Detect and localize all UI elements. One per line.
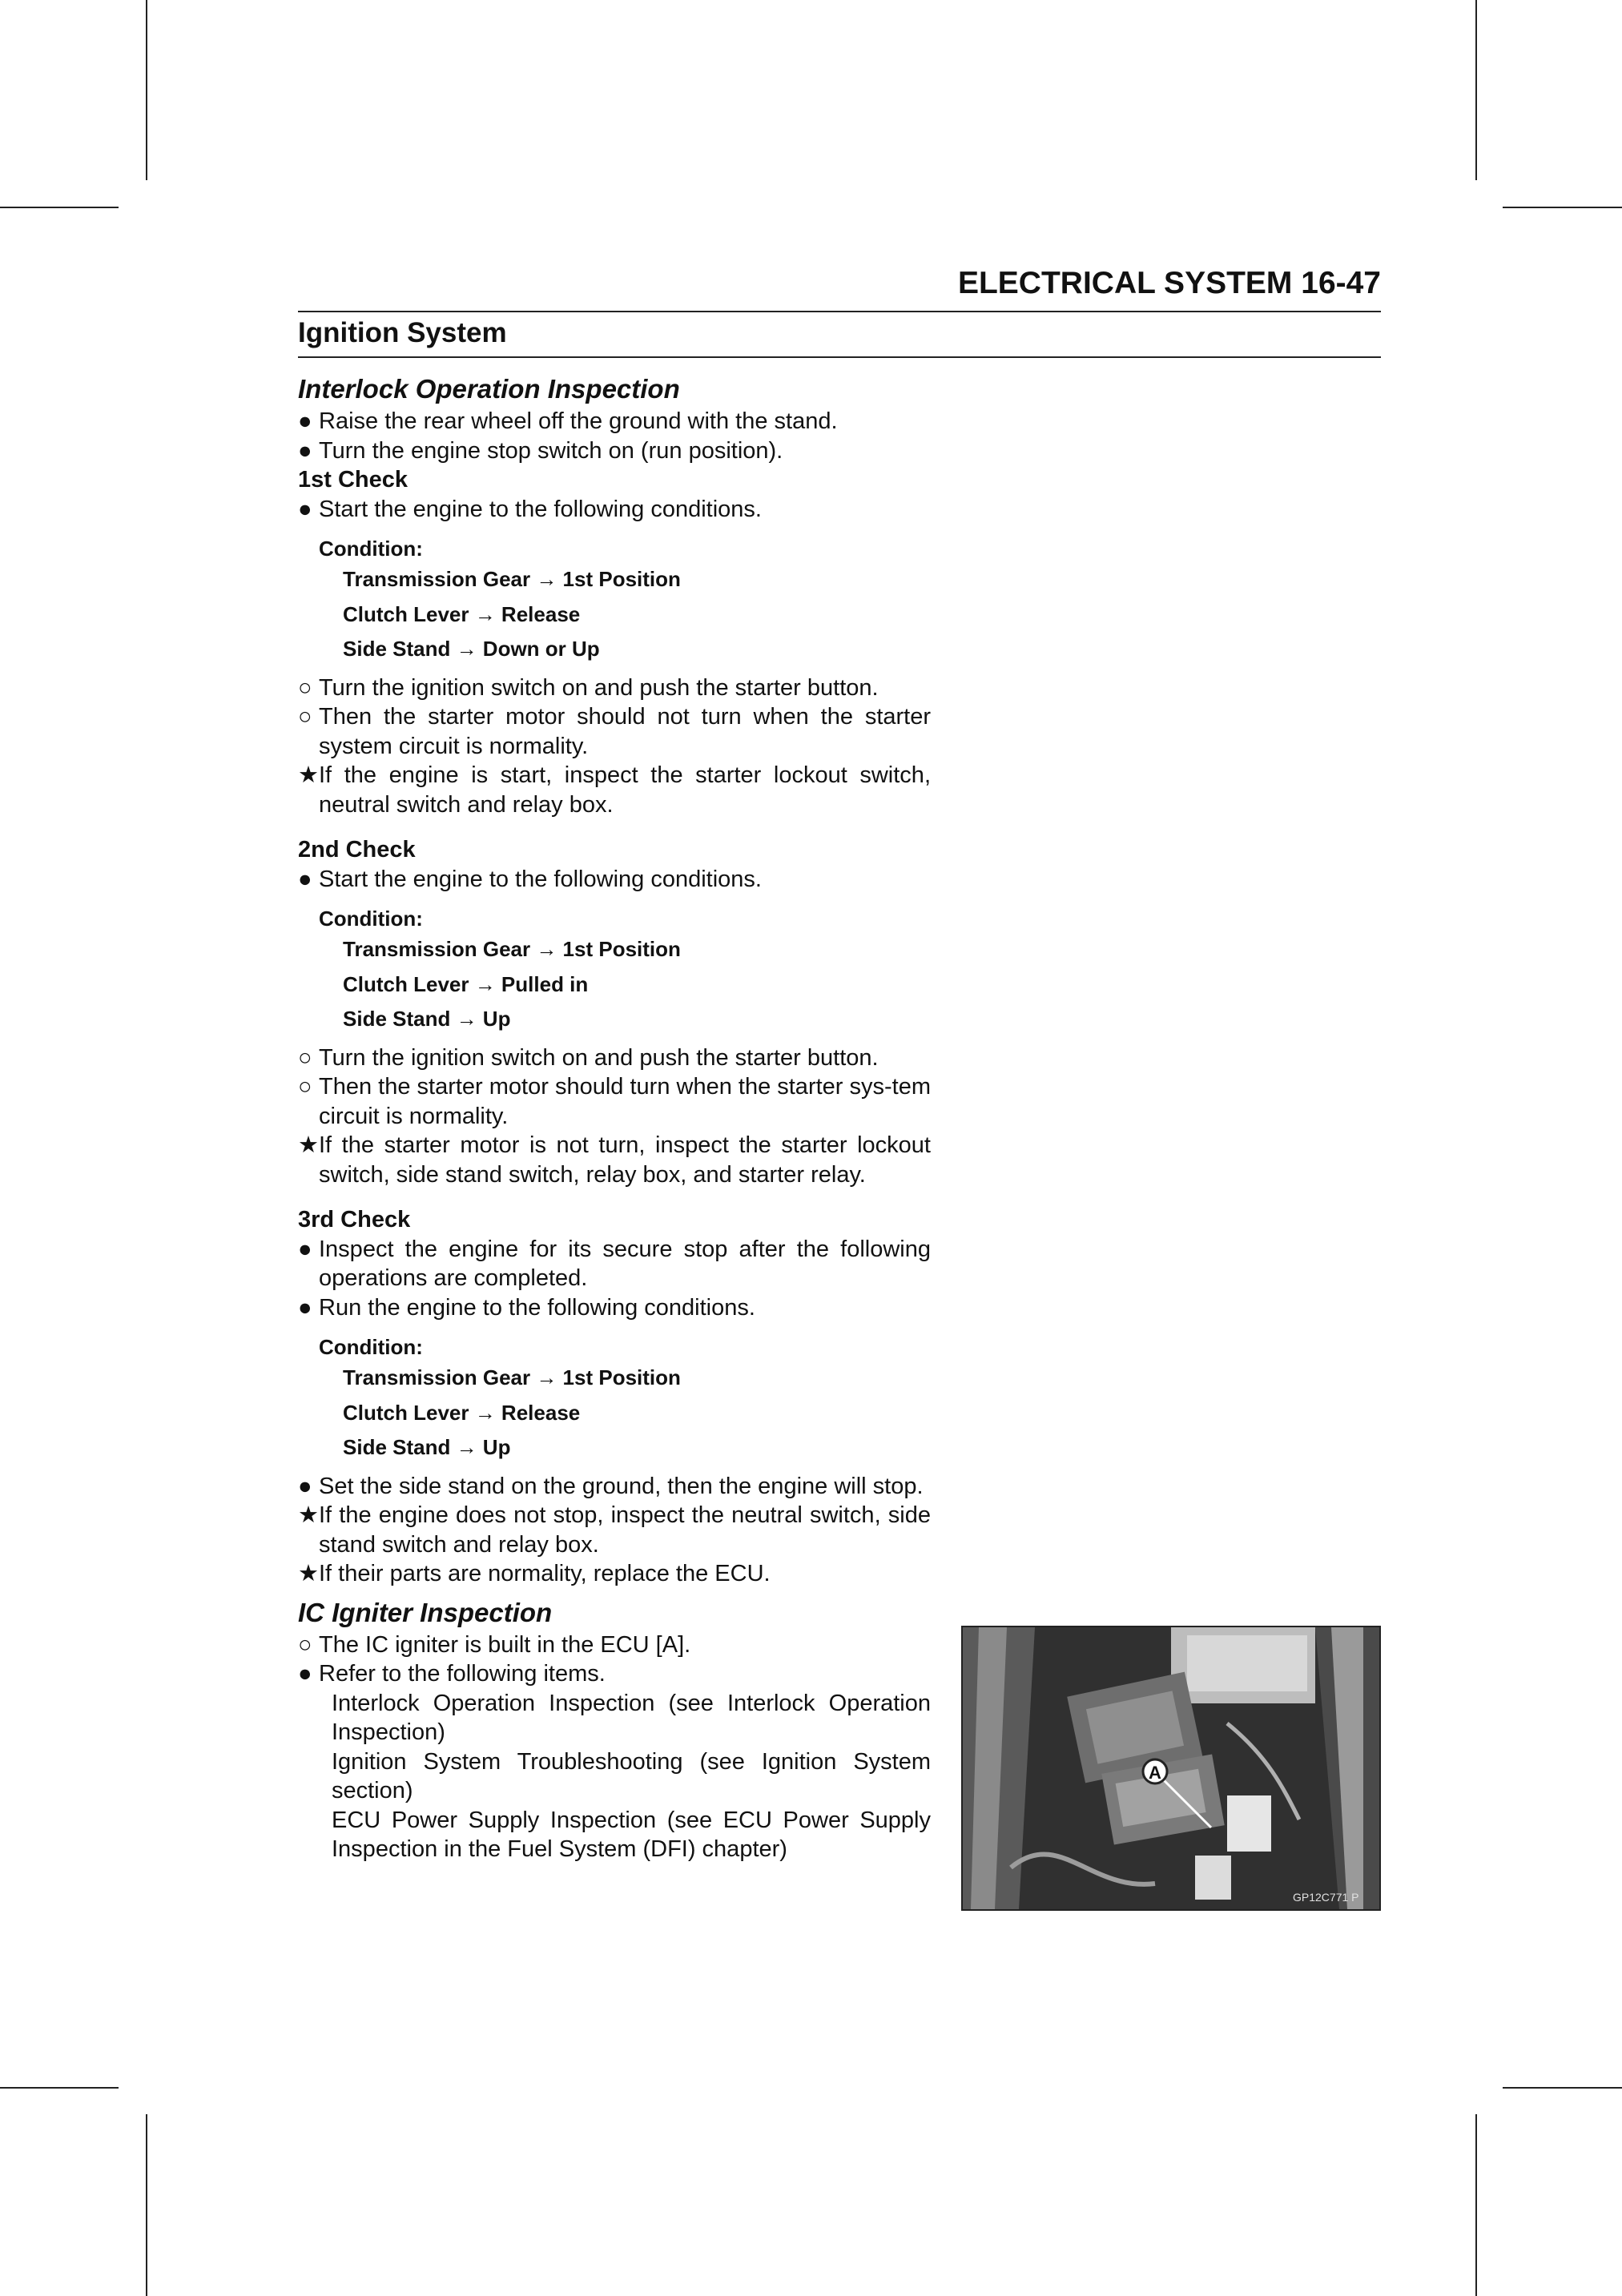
- bullet-icon: ●: [298, 437, 312, 464]
- interlock-heading: Interlock Operation Inspection: [298, 374, 680, 404]
- list-item: ★ If the starter motor is not turn, inspect the starter lockout switch, side stand switch, relay box, and starter relay.: [298, 1132, 931, 1188]
- bullet-icon: ●: [298, 866, 312, 892]
- bullet-icon: ●: [298, 1473, 312, 1499]
- condition-row: Transmission Gear → 1st Position: [343, 567, 681, 591]
- list-item: ● Refer to the following items.: [298, 1659, 931, 1689]
- reference-item: Interlock Operation Inspection (see Interlock Operation Inspection): [332, 1690, 931, 1745]
- list-item: ○ Turn the ignition switch on and push the starter button.: [298, 1043, 931, 1073]
- crop-mark: [1475, 2114, 1477, 2296]
- reference-item: Ignition System Troubleshooting (see Ignition System section): [332, 1748, 931, 1803]
- crop-mark: [146, 0, 147, 180]
- crop-mark: [1503, 2087, 1622, 2089]
- bullet-icon: ●: [298, 1236, 312, 1262]
- bullet-icon: ●: [298, 408, 312, 434]
- image-code: GP12C771 P: [1293, 1891, 1359, 1904]
- condition-row: Clutch Lever → Release: [343, 601, 581, 626]
- list-item: ● Run the engine to the following conditions.: [298, 1293, 931, 1323]
- star-icon: ★: [298, 1502, 319, 1528]
- main-content: [298, 372, 931, 1864]
- bullet-icon: ●: [298, 1294, 312, 1321]
- list-item: ★ If the engine is start, inspect the starter lockout switch, neutral switch and relay box.: [298, 762, 931, 818]
- star-icon: ★: [298, 762, 319, 788]
- list-item: ○ Then the starter motor should turn when the starter sys-tem circuit is normality.: [298, 1074, 931, 1129]
- condition-row: Clutch Lever → Release: [343, 1400, 581, 1425]
- condition-row: Side Stand → Up: [343, 1435, 511, 1459]
- list-item: ● Inspect the engine for its secure stop after the following operations are completed.: [298, 1236, 931, 1291]
- ecu-photo: [961, 1626, 1381, 1911]
- reference-item: ECU Power Supply Inspection (see ECU Power Supply Inspection in the Fuel System (DFI) chapter): [332, 1807, 931, 1862]
- list-item: ● Raise the rear wheel off the ground with the stand.: [298, 407, 931, 436]
- check1-heading: 1st Check: [298, 467, 409, 493]
- condition-row: Transmission Gear → 1st Position: [343, 1365, 681, 1389]
- bullet-icon: ●: [298, 1661, 312, 1687]
- condition-block: [319, 905, 931, 1037]
- list-item: ★ If their parts are normality, replace the ECU.: [298, 1559, 931, 1589]
- condition-label: Condition:: [319, 907, 423, 931]
- condition-label: Condition:: [319, 537, 423, 561]
- header-rule: [298, 311, 1381, 312]
- star-icon: ★: [298, 1561, 319, 1586]
- star-icon: ★: [298, 1132, 319, 1158]
- crop-mark: [0, 2087, 119, 2089]
- section-title: Ignition System: [298, 317, 507, 348]
- condition-row: Side Stand → Down or Up: [343, 637, 600, 661]
- crop-mark: [0, 207, 119, 208]
- check3-heading: 3rd Check: [298, 1207, 411, 1232]
- circle-icon: ○: [298, 1044, 312, 1071]
- condition-block: [319, 535, 931, 667]
- bullet-icon: ●: [298, 496, 312, 522]
- list-item: ● Set the side stand on the ground, then the engine will stop.: [298, 1472, 931, 1502]
- condition-row: Transmission Gear → 1st Position: [343, 937, 681, 961]
- callout-label: A: [1149, 1763, 1161, 1783]
- list-item: ★ If the engine does not stop, inspect the neutral switch, side stand switch and relay box.: [298, 1502, 931, 1558]
- list-item: ● Start the engine to the following conditions.: [298, 495, 931, 525]
- list-item: ○ Then the starter motor should not turn when the starter system circuit is normality.: [298, 704, 931, 759]
- condition-row: Side Stand → Up: [343, 1007, 511, 1031]
- igniter-heading: IC Igniter Inspection: [298, 1597, 553, 1627]
- crop-mark: [1475, 0, 1477, 180]
- crop-mark: [146, 2114, 147, 2296]
- condition-row: Clutch Lever → Pulled in: [343, 971, 589, 996]
- list-item: ● Start the engine to the following conditions.: [298, 865, 931, 895]
- list-item: ● Turn the engine stop switch on (run position).: [298, 436, 931, 466]
- circle-icon: ○: [298, 1074, 312, 1100]
- page-header: ELECTRICAL SYSTEM 16-47: [957, 266, 1381, 300]
- circle-icon: ○: [298, 674, 312, 701]
- section-rule: [298, 356, 1381, 358]
- condition-block: [319, 1333, 931, 1466]
- condition-label: Condition:: [319, 1335, 423, 1359]
- list-item: ○ Turn the ignition switch on and push the starter button.: [298, 674, 931, 703]
- circle-icon: ○: [298, 704, 312, 730]
- list-item: ○ The IC igniter is built in the ECU [A].: [298, 1631, 931, 1660]
- crop-mark: [1503, 207, 1622, 208]
- circle-icon: ○: [298, 1631, 312, 1658]
- check2-heading: 2nd Check: [298, 837, 416, 863]
